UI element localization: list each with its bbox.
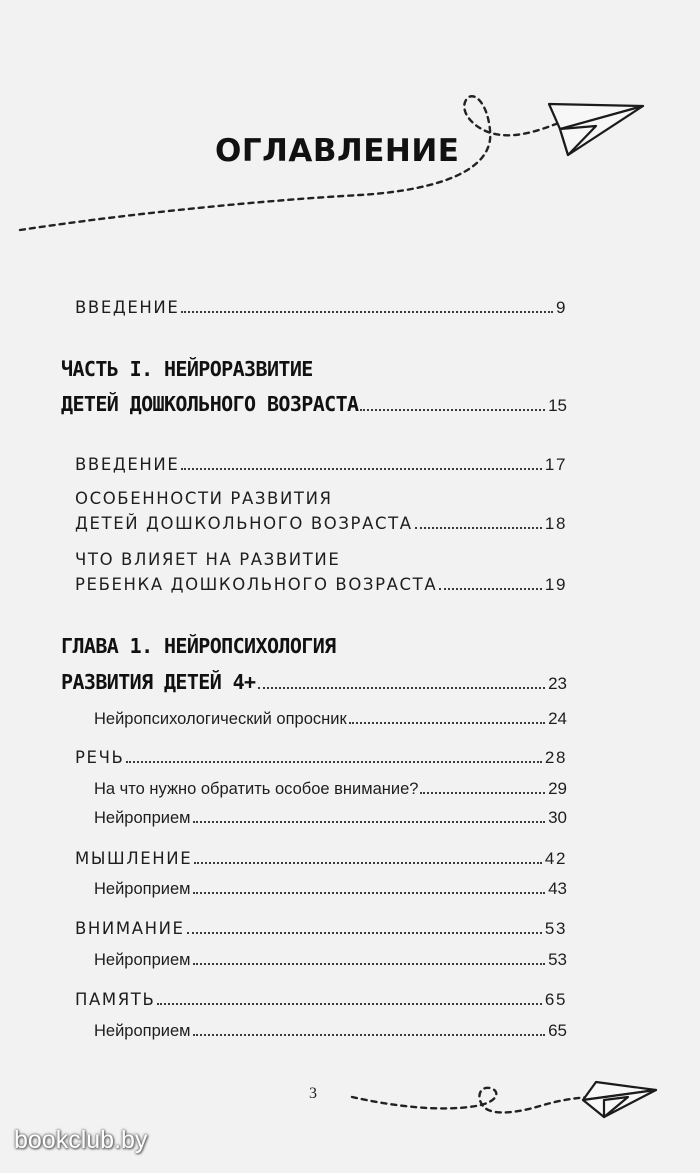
dot-leader <box>193 1033 546 1036</box>
toc-page-number: 24 <box>548 709 567 728</box>
toc-label: ВВЕДЕНИЕ <box>75 298 180 317</box>
toc-page-number: 29 <box>548 779 567 798</box>
toc-item-thinking-technique[interactable] <box>94 879 567 899</box>
dot-leader <box>193 962 546 965</box>
toc-item-speech[interactable] <box>75 748 567 768</box>
toc-label: ПАМЯТЬ <box>75 990 156 1009</box>
dot-leader <box>439 587 542 590</box>
toc-item-part1-intro[interactable] <box>75 455 567 475</box>
toc-page-number: 30 <box>548 808 567 827</box>
toc-label: РАЗВИТИЯ ДЕТЕЙ 4+ <box>61 670 256 694</box>
toc-label: ДЕТЕЙ ДОШКОЛЬНОГО ВОЗРАСТА <box>61 392 359 416</box>
dot-leader <box>258 686 546 689</box>
toc-page-number: 28 <box>544 748 567 767</box>
toc-item-features[interactable] <box>75 514 567 534</box>
toc-item-questionnaire[interactable] <box>94 709 567 729</box>
flight-path-bottom <box>352 1088 590 1113</box>
toc-item-influence[interactable] <box>75 575 567 595</box>
toc-item-thinking[interactable] <box>75 849 567 869</box>
dot-leader <box>187 931 542 934</box>
dot-leader <box>193 891 546 894</box>
toc-item-attention-technique[interactable] <box>94 950 567 970</box>
dot-leader <box>194 861 542 864</box>
watermark: bookclub.by <box>14 1126 148 1154</box>
toc-label: Нейроприем <box>94 951 191 969</box>
toc-item-intro[interactable] <box>75 298 567 318</box>
toc-page-number: 53 <box>544 919 567 938</box>
dot-leader <box>181 467 542 470</box>
dot-leader <box>181 310 553 313</box>
toc-label: ДЕТЕЙ ДОШКОЛЬНОГО ВОЗРАСТА <box>75 514 413 533</box>
page-title: ОГЛАВЛЕНИЕ <box>215 132 460 169</box>
dot-leader <box>157 1002 541 1005</box>
toc-item-memory[interactable] <box>75 990 567 1010</box>
toc-page-number: 65 <box>548 1021 567 1040</box>
toc-page-number: 65 <box>544 990 567 1009</box>
toc-page-number: 53 <box>548 950 567 969</box>
dot-leader <box>420 791 545 794</box>
toc-item-attention-note[interactable] <box>94 779 567 799</box>
toc-item-attention[interactable] <box>75 919 567 939</box>
toc-label-line1: ОСОБЕННОСТИ РАЗВИТИЯ <box>75 489 333 508</box>
toc-label: ВВЕДЕНИЕ <box>75 455 180 474</box>
paper-plane-bottom-icon <box>583 1082 656 1117</box>
toc-page-number: 18 <box>544 514 567 533</box>
toc-item-memory-technique[interactable] <box>94 1021 567 1041</box>
toc-page-number: 43 <box>548 879 567 898</box>
toc-label: Нейроприем <box>94 1022 191 1040</box>
toc-label: РЕЧЬ <box>75 748 125 767</box>
toc-label-line1: ЧТО ВЛИЯЕТ НА РАЗВИТИЕ <box>75 550 341 569</box>
toc-page-number: 42 <box>544 849 567 868</box>
toc-label: ВНИМАНИЕ <box>75 919 185 938</box>
toc-page-number: 15 <box>548 396 567 415</box>
toc-item-chapter1[interactable] <box>61 670 567 694</box>
dot-leader <box>126 760 541 763</box>
toc-chapter-heading-line1: ГЛАВА 1. НЕЙРОПСИХОЛОГИЯ <box>61 634 336 658</box>
toc-item-speech-technique[interactable] <box>94 808 567 828</box>
toc-page-number: 17 <box>544 455 567 474</box>
toc-page-number: 9 <box>555 298 567 317</box>
dot-leader <box>193 820 546 823</box>
toc-label: РЕБЕНКА ДОШКОЛЬНОГО ВОЗРАСТА <box>75 575 438 594</box>
toc-label: Нейропсихологический опросник <box>94 710 347 728</box>
toc-part-heading-line1: ЧАСТЬ I. НЕЙРОРАЗВИТИЕ <box>61 357 313 381</box>
toc-page-number: 19 <box>544 575 567 594</box>
toc-label: Нейроприем <box>94 809 191 827</box>
dot-leader <box>360 408 545 411</box>
dot-leader <box>415 526 542 529</box>
toc-label: МЫШЛЕНИЕ <box>75 849 193 868</box>
page-number: 3 <box>309 1085 317 1102</box>
toc-label: На что нужно обратить особое внимание? <box>94 780 419 798</box>
paper-plane-top-icon <box>549 104 643 155</box>
toc-label: Нейроприем <box>94 880 191 898</box>
toc-page-number: 23 <box>548 674 567 693</box>
dot-leader <box>349 721 545 724</box>
toc-item-part1[interactable] <box>61 392 567 416</box>
